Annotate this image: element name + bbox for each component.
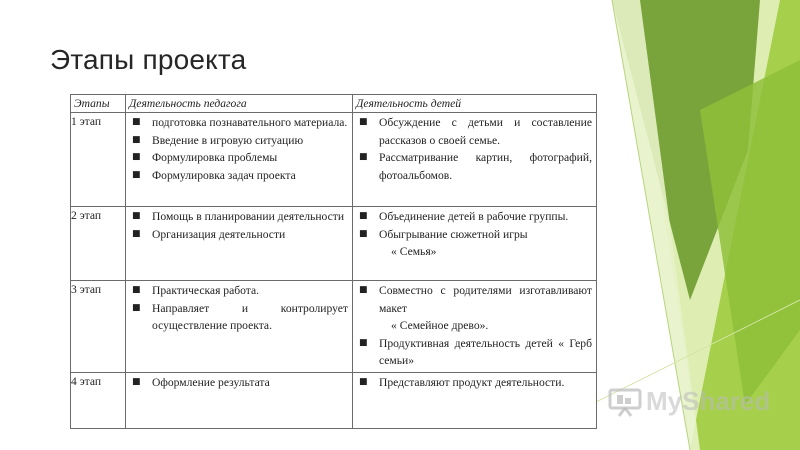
children-cell bbox=[353, 113, 597, 207]
list-item: ■ Организация деятельности bbox=[130, 226, 348, 244]
stage-cell: 4 этап bbox=[71, 373, 126, 429]
watermark bbox=[608, 386, 770, 417]
list-item: ■ Направляет и контролирует осуществление проекта. bbox=[132, 301, 348, 332]
list-item: ■ Оформление результата bbox=[130, 374, 348, 392]
project-stages-table bbox=[70, 94, 597, 429]
children-cell bbox=[353, 281, 597, 373]
children-cell bbox=[353, 373, 597, 429]
list-item: ■ Введение в игровую ситуацию bbox=[130, 132, 348, 150]
teacher-cell bbox=[126, 281, 353, 373]
bullet-icon: ■ bbox=[132, 169, 141, 180]
bullet-icon: ■ bbox=[132, 211, 141, 221]
bullet-icon: ■ bbox=[359, 228, 368, 239]
list-item: ■ Объединение детей в рабочие группы. bbox=[357, 208, 592, 226]
bullet-icon: ■ bbox=[132, 117, 141, 127]
bullet-icon: ■ bbox=[132, 228, 141, 239]
bullet-icon: ■ bbox=[132, 302, 141, 313]
bullet-icon: ■ bbox=[132, 285, 141, 295]
bullet-icon: ■ bbox=[132, 152, 141, 162]
list-item: ■ Формулировка задач проекта bbox=[130, 167, 348, 185]
list-item: ■ Рассматривание картин, фотографий, фотоальбомов. bbox=[359, 151, 592, 182]
list-item: ■ Продуктивная деятельность детей « Герб семьи» bbox=[359, 336, 592, 367]
list-item: ■ подготовка познавательного материала. bbox=[130, 114, 348, 132]
table-header-row bbox=[71, 95, 597, 113]
table-row bbox=[71, 373, 597, 429]
stage-cell: 2 этап bbox=[71, 207, 126, 281]
list-item: ■ Помощь в планировании деятельности bbox=[130, 208, 348, 226]
bullet-icon: ■ bbox=[132, 377, 141, 387]
bullet-icon: ■ bbox=[359, 152, 368, 162]
bullet-icon: ■ bbox=[359, 337, 368, 348]
bullet-icon: ■ bbox=[359, 117, 368, 127]
teacher-cell bbox=[126, 113, 353, 207]
list-item: ■ Представляют продукт деятельности. bbox=[357, 374, 592, 392]
bullet-icon: ■ bbox=[359, 211, 368, 221]
bullet-icon: ■ bbox=[359, 285, 368, 295]
table-row bbox=[71, 113, 597, 207]
slide-title: Этапы проекта bbox=[50, 44, 247, 75]
watermark-text: MyShared bbox=[646, 386, 771, 416]
header-children-activity: Деятельность детей bbox=[353, 95, 597, 113]
list-item: ■ Обыгрывание сюжетной игры « Семья» bbox=[359, 227, 528, 258]
children-cell bbox=[353, 207, 597, 281]
header-stages: Этапы bbox=[71, 95, 126, 113]
bullet-icon: ■ bbox=[132, 134, 141, 145]
list-item: ■ Совместно с родителями изготавливают макет « Семейное древо». bbox=[359, 284, 592, 332]
bullet-icon: ■ bbox=[359, 377, 368, 387]
stage-cell: 3 этап bbox=[71, 281, 126, 373]
game-name: « Семья» bbox=[391, 245, 437, 258]
stage-cell: 1 этап bbox=[71, 113, 126, 207]
projector-icon bbox=[608, 387, 642, 417]
list-item: ■ Формулировка проблемы bbox=[130, 149, 348, 167]
teacher-cell bbox=[126, 207, 353, 281]
table-row bbox=[71, 281, 597, 373]
table-row bbox=[71, 207, 597, 281]
list-item: ■ Обсуждение с детьми и составление рассказов о своей семье. bbox=[359, 116, 592, 147]
model-name: « Семейное древо». bbox=[391, 319, 489, 332]
header-teacher-activity: Деятельность педагога bbox=[126, 95, 353, 113]
list-item: ■ Практическая работа. bbox=[130, 282, 348, 300]
teacher-cell bbox=[126, 373, 353, 429]
